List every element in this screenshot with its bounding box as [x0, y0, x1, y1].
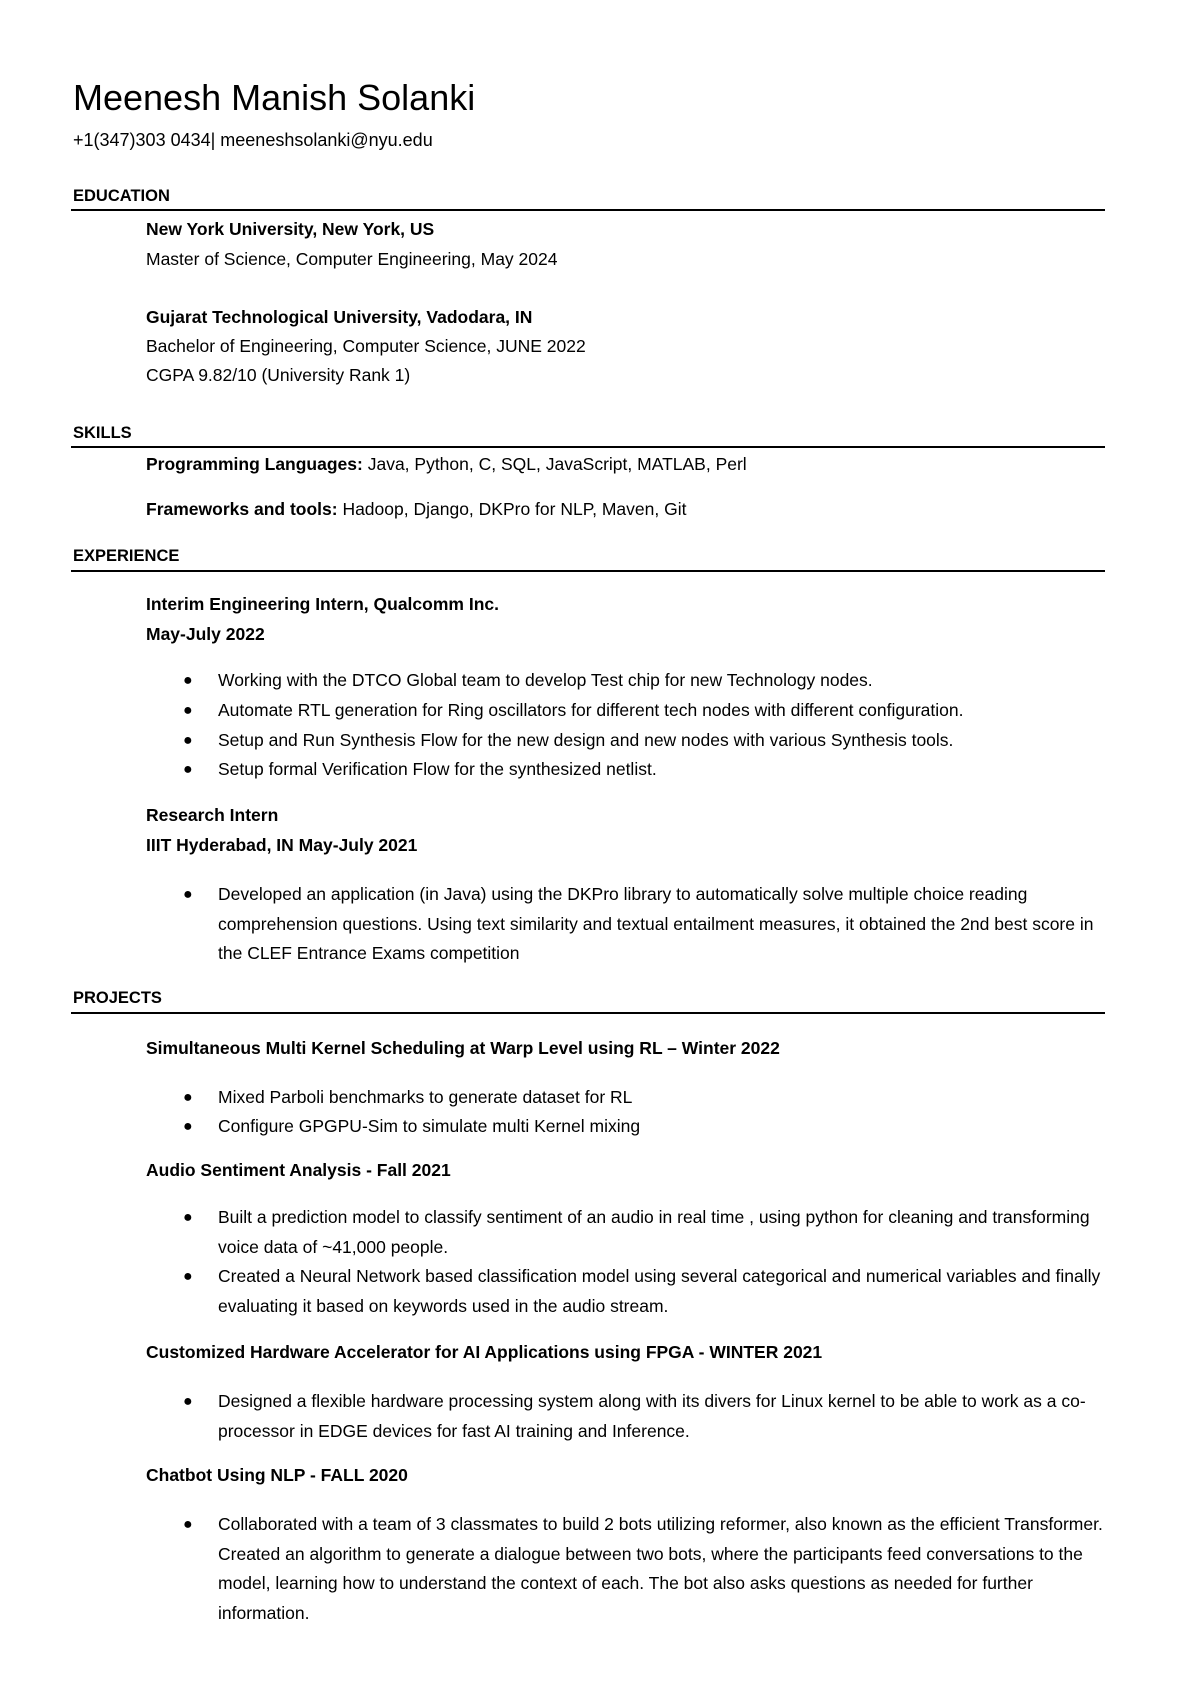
education-divider: [71, 209, 1105, 211]
experience-divider: [71, 570, 1105, 572]
bullet-icon: ●: [183, 1118, 193, 1135]
list-item: Created a Neural Network based classification model using several categorical and numerical variables and finally evaluating it based on keywords used in the audio stream.: [218, 1266, 1101, 1316]
skill-row: [146, 497, 686, 521]
skill-value: Java, Python, C, SQL, JavaScript, MATLAB, Perl: [362, 454, 747, 474]
candidate-name: Meenesh Manish Solanki: [73, 77, 476, 118]
list-item: Designed a flexible hardware processing system along with its divers for Linux kernel to be able to work as a co-processor in EDGE devices for fast AI training and Inference.: [218, 1391, 1086, 1441]
education-gpa: CGPA 9.82/10 (University Rank 1): [146, 365, 411, 385]
bullet-icon: ●: [183, 1089, 193, 1106]
education-degree: Bachelor of Engineering, Computer Science, JUNE 2022: [146, 336, 586, 356]
education-heading: EDUCATION: [73, 187, 170, 205]
list-item: Configure GPGPU-Sim to simulate multi Kernel mixing: [218, 1116, 641, 1136]
projects-heading: PROJECTS: [73, 989, 162, 1007]
experience-heading: EXPERIENCE: [73, 547, 180, 565]
job-dates: May-July 2022: [146, 624, 265, 644]
bullet-icon: ●: [183, 1268, 193, 1285]
bullet-icon: ●: [183, 761, 193, 778]
list-item: Mixed Parboli benchmarks to generate dataset for RL: [218, 1087, 633, 1107]
list-item: Built a prediction model to classify sentiment of an audio in real time , using python for cleaning and transforming voice data of ~41,000 people.: [218, 1207, 1090, 1257]
list-item: Working with the DTCO Global team to develop Test chip for new Technology nodes.: [218, 670, 873, 690]
bullet-icon: ●: [183, 886, 193, 903]
skill-row: [146, 452, 747, 476]
bullet-icon: ●: [183, 672, 193, 689]
projects-divider: [71, 1012, 1105, 1014]
skill-label: Programming Languages:: [146, 454, 363, 474]
job-title: Research Intern: [146, 805, 279, 825]
project-title: Simultaneous Multi Kernel Scheduling at Warp Level using RL – Winter 2022: [146, 1038, 780, 1058]
project-title: Customized Hardware Accelerator for AI Applications using FPGA - WINTER 2021: [146, 1342, 823, 1362]
skills-heading: SKILLS: [73, 424, 132, 442]
skill-value: Hadoop, Django, DKPro for NLP, Maven, Git: [337, 499, 687, 519]
job-dates: IIIT Hyderabad, IN May-July 2021: [146, 835, 418, 855]
education-school: Gujarat Technological University, Vadodara, IN: [146, 307, 533, 327]
bullet-icon: ●: [183, 702, 193, 719]
education-degree: Master of Science, Computer Engineering, May 2024: [146, 249, 558, 269]
bullet-icon: ●: [183, 1516, 193, 1533]
bullet-icon: ●: [183, 1393, 193, 1410]
skills-divider: [71, 446, 1105, 448]
skill-label: Frameworks and tools:: [146, 499, 338, 519]
project-title: Audio Sentiment Analysis - Fall 2021: [146, 1160, 451, 1180]
education-school: New York University, New York, US: [146, 219, 435, 239]
project-title: Chatbot Using NLP - FALL 2020: [146, 1465, 408, 1485]
job-title: Interim Engineering Intern, Qualcomm Inc.: [146, 594, 499, 614]
bullet-icon: ●: [183, 1209, 193, 1226]
list-item: Developed an application (in Java) using the DKPro library to automatically solve multiple choice reading comprehension questions. Using text similarity and textual entailment measures, it obtained the 2nd best score in the CLEF Entrance Exams competition: [218, 884, 1094, 963]
list-item: Automate RTL generation for Ring oscillators for different tech nodes with different configuration.: [218, 700, 964, 720]
list-item: Setup and Run Synthesis Flow for the new design and new nodes with various Synthesis tools.: [218, 730, 954, 750]
bullet-icon: ●: [183, 732, 193, 749]
contact-line: +1(347)303 0434| meeneshsolanki@nyu.edu: [73, 130, 433, 150]
list-item: Setup formal Verification Flow for the synthesized netlist.: [218, 759, 657, 779]
list-item: Collaborated with a team of 3 classmates to build 2 bots utilizing reformer, also known as the efficient Transformer. Created an algorithm to generate a dialogue between two bots, where the participants feed conversations to the model, learning how to understand the context of each. The bot also asks questions as needed for further information.: [218, 1514, 1103, 1623]
